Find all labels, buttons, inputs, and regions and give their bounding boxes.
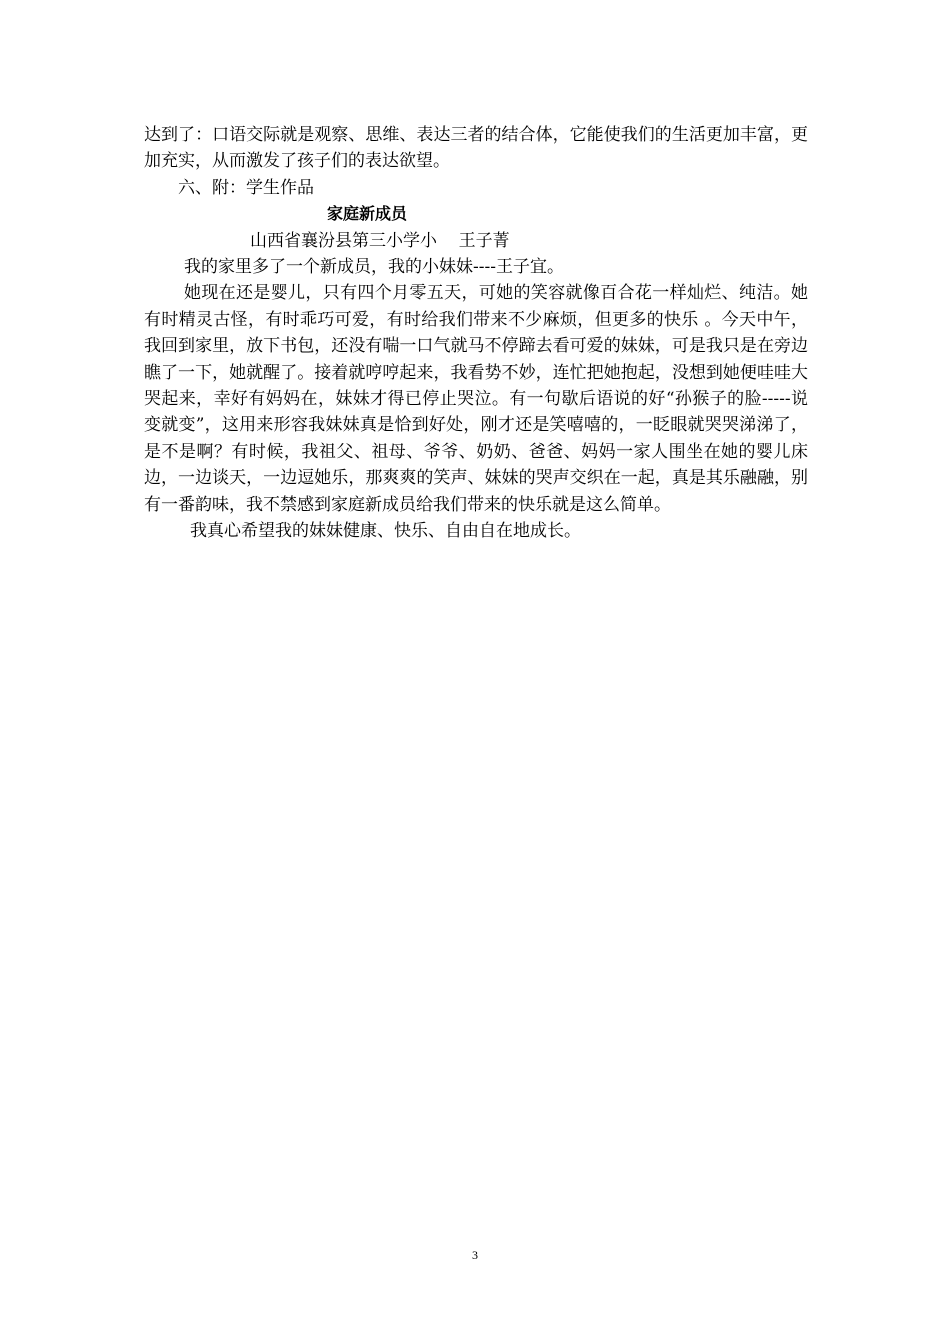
continued-paragraph: 达到了：口语交际就是观察、思维、表达三者的结合体，它能使我们的生活更加丰富，更加充实，从而激发了孩子们的表达欲望。 (144, 125, 808, 172)
essay-title: 家庭新成员 (327, 204, 408, 224)
essay-byline: 山西省襄汾县第三小学小 王子菁 (250, 230, 510, 251)
essay-paragraph-1: 我的家里多了一个新成员，我的小妹妹----王子宜。 (184, 257, 564, 278)
page-number: 3 (472, 1248, 478, 1262)
page-body (144, 122, 808, 545)
section-heading: 六、附：学生作品 (178, 177, 314, 198)
essay-paragraph-2: 她现在还是婴儿，只有四个月零五天，可她的笑容就像百合花一样灿烂、纯洁。她有时精灵古怪，有时乖巧可爱，有时给我们带来不少麻烦，但更多的快乐 。今天中午，我回到家里，放下书包，还没有喘一口气就马不停蹄去看可爱的妹妹，可是我只是在旁边瞧了一下，她就醒了。接着就哼哼起来，我看势不妙，连忙把她抱起，没想到她便哇哇大哭起来，幸好有妈妈在，妹妹才得已停止哭泣。有一句歇后语说的好“孙猴子的脸-----说变就变”，这用来形容我妹妹真是恰到好处，刚才还是笑嘻嘻的，一眨眼就哭哭涕涕了，是不是啊？有时候，我祖父、祖母、爷爷、奶奶、爸爸、妈妈一家人围坐在她的婴儿床边，一边谈天，一边逗她乐，那爽爽的笑声、妹妹的哭声交织在一起，真是其乐融融，别有一番韵味，我不禁感到家庭新成员给我们带来的快乐就是这么简单。 (144, 283, 808, 515)
essay-paragraph-3: 我真心希望我的妹妹健康、快乐、自由自在地成长。 (190, 521, 581, 542)
